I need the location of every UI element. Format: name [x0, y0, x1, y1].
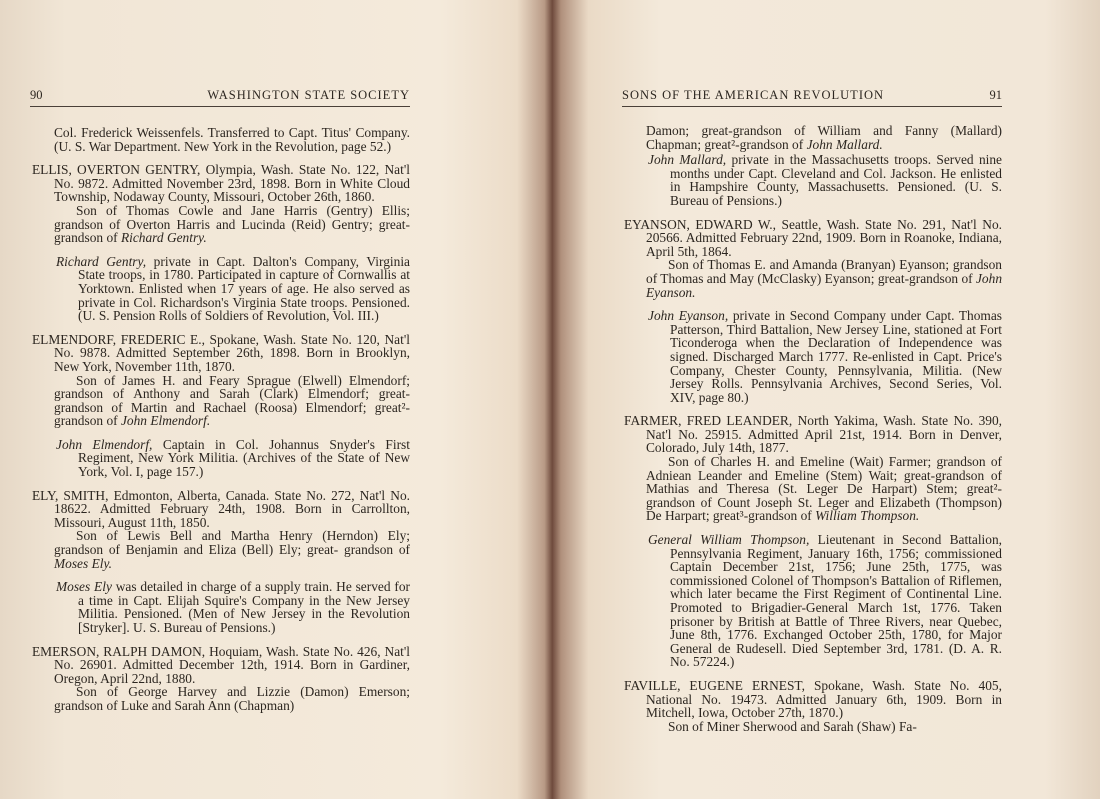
member-entry [32, 645, 410, 713]
ancestor-service: private in the Massachusetts troops. Served nine months under Capt. Cleveland and Col. Jackson. He enlisted in Hampshire County, Massachusetts. Pensioned. (U. S. Bureau of Pensions.) [670, 152, 1002, 208]
page-number: 90 [30, 88, 43, 102]
page-number: 91 [989, 88, 1002, 102]
right-page-body [624, 124, 1002, 743]
ancestor-name: John Mallard, [648, 152, 727, 168]
left-page-body [32, 126, 410, 723]
member-entry [624, 218, 1002, 300]
member-details: Spokane, Wash. State No. 120, Nat'l No. 9878. Admitted September 26th, 1898. Born in Brooklyn, New York, November 11th, 1870. [54, 331, 410, 374]
ancestor-record [624, 153, 1002, 207]
lineage-ancestor: John Elmendorf. [120, 413, 211, 429]
lineage-text: Son of George Harvey and Lizzie (Damon) Emerson; grandson of Luke and Sarah Ann (Chapman) [54, 684, 410, 713]
lineage-ancestor: Moses Ely. [54, 555, 113, 571]
member-entry [624, 679, 1002, 733]
member-details: Edmonton, Alberta, Canada. State No. 272, Nat'l No. 18622. Admitted February 24th, 1908. Born in Carrollton, Missouri, August 11th, 1850. [54, 487, 410, 530]
lineage-ancestor: William Thompson. [815, 508, 920, 524]
member-name: ELMENDORF, FREDERIC E., [32, 331, 205, 347]
member-details: North Yakima, Wash. State No. 390, Nat'l No. 25915. Admitted April 21st, 1914. Born in Denver, Colorado, July 14th, 1877. [646, 413, 1003, 456]
running-head: WASHINGTON STATE SOCIETY [207, 88, 410, 102]
ancestor-service: was detailed in charge of a supply train. He served for a time in Capt. Elijah Squire's Company in the New Jersey Militia. Pensioned. (Men of New Jersey in the Revolution [Stryker]. U. S. Bureau of Pensions.) [78, 579, 410, 635]
lineage-text: Son of Miner Sherwood and Sarah (Shaw) Fa- [668, 718, 917, 734]
ancestor-record [32, 438, 410, 479]
continuation-text: Col. Frederick Weissenfels. Transferred to Capt. Titus' Company. (U. S. War Department. New York in the Revolution, page 52.) [54, 125, 410, 154]
member-details: Seattle, Wash. State No. 291, Nat'l No. 20566. Admitted February 22nd, 1909. Born in Roanoke, Indiana, April 5th, 1864. [646, 216, 1002, 259]
ancestor-record [624, 309, 1002, 404]
member-name: EMERSON, RALPH DAMON, [32, 643, 206, 659]
right-page-header [622, 88, 1002, 107]
ancestor-record [32, 580, 410, 634]
ancestor-name: John Elmendorf, [56, 436, 153, 452]
member-details: Olympia, Wash. State No. 122, Nat'l No. 9872. Admitted November 23rd, 1898. Born in White Cloud Township, Nodaway County, Missouri, October 26th, 1860. [54, 162, 410, 205]
ancestor-name: John Eyanson, [648, 308, 729, 324]
member-details: Hoquiam, Wash. State No. 426, Nat'l No. 26901. Admitted December 12th, 1914. Born in Gardiner, Oregon, April 22nd, 1880. [54, 643, 410, 686]
ancestor-name: Richard Gentry, [56, 253, 147, 269]
lineage-ancestor: John Eyanson. [646, 270, 1003, 300]
lineage-text: Son of Lewis Bell and Martha Henry (Herndon) Ely; grandson of Benjamin and Eliza (Bell) Ely; great- grandson of [54, 528, 410, 558]
ancestor-service: private in Capt. Dalton's Company, Virginia State troops, in 1780. Participated in capture of Cornwallis at Yorktown. Enlisted when 17 years of age. He also served as private in Col. Richardson's Virginia State troops. Pensioned. (U. S. Pension Rolls of Soldiers of Revolution, Vol. III.) [78, 253, 410, 324]
lineage-ancestor: John Mallard. [806, 136, 883, 152]
ancestor-service: Captain in Col. Johannus Snyder's First Regiment, New York Militia. (Archives of the State of New York, Vol. I, page 157.) [78, 436, 410, 480]
lineage-text: Son of James H. and Feary Sprague (Elwell) Elmendorf; grandson of Anthony and Sarah (Clark) Elmendorf; great-grandson of Martin and Rachael (Roosa) Elmendorf; great²-grandson of [54, 372, 410, 429]
ancestor-service: Lieutenant in Second Battalion, Pennsylvania Regiment, January 16th, 1756; commissioned Captain December 21st, 1756; June 25th, 1775, was commissioned Colonel of Thompson's Battalion of Riflemen, which later became the First Regiment of Continental Line. Promoted to Brigadier-General March 1st, 1776. Taken prisoner by British at Battle of Three Rivers, near Quebec, June 8th, 1776. Exchanged October 25th, 1780, for Major General de Rudesell. Died September 3rd, 1781. (D. A. R. No. 57224.) [670, 532, 1003, 670]
lineage-text: Son of Thomas E. and Amanda (Branyan) Eyanson; grandson of Thomas and May (McClasky) Eyanson; great-grandson of [646, 257, 1002, 286]
member-details: Spokane, Wash. State No. 405, National No. 19473. Admitted January 6th, 1909. Born in Mitchell, Iowa, October 27th, 1870.) [646, 677, 1002, 721]
member-name: ELY, SMITH, [32, 487, 109, 503]
member-entry [32, 163, 410, 245]
lineage-ancestor: Richard Gentry. [120, 230, 207, 246]
lineage-text: Son of Thomas Cowle and Jane Harris (Gentry) Ellis; grandson of Overton Harris and Lucinda (Reid) Gentry; great-grandson of [54, 202, 410, 246]
ancestor-record [32, 255, 410, 323]
continuation-text [624, 124, 1002, 151]
running-head: SONS OF THE AMERICAN REVOLUTION [622, 88, 885, 102]
lineage-text: Son of Charles H. and Emeline (Wait) Farmer; grandson of Adniean Leander and Emeline (Stem) Wait; great-grandson of Mathias and Theresa (St. Leger De Harpart) Stem; great²-grandson of Count Joseph St. Leger and Elizabeth (Thompson) De Harpart; great³-grandson of [646, 454, 1002, 524]
member-entry [624, 414, 1002, 523]
left-page [0, 0, 540, 799]
ancestor-name: Moses Ely [56, 579, 112, 595]
right-page [560, 0, 1100, 799]
member-entry [32, 333, 410, 428]
member-name: EYANSON, EDWARD W., [624, 216, 776, 232]
continuation-lineage: Damon; great-grandson of William and Fanny (Mallard) Chapman; great²-grandson of [646, 123, 1002, 152]
left-page-header [30, 88, 410, 107]
member-entry [32, 489, 410, 571]
ancestor-name: General William Thompson, [648, 532, 810, 548]
member-name: FARMER, FRED LEANDER, [624, 413, 793, 429]
member-name: FAVILLE, EUGENE ERNEST, [624, 677, 805, 693]
member-name: ELLIS, OVERTON GENTRY, [32, 162, 201, 178]
ancestor-record [624, 533, 1002, 669]
ancestor-service: private in Second Company under Capt. Thomas Patterson, Third Battalion, New Jersey Line, stationed at Fort Ticonderoga when the Declaration of Independence was signed. Discharged March 1777. Re-enlisted in Capt. Price's Company, Chester County, Pennsylvania, Militia. (New Jersey Rolls. Pennsylvania Archives, Second Series, Vol. XIV, page 80.) [670, 308, 1002, 405]
